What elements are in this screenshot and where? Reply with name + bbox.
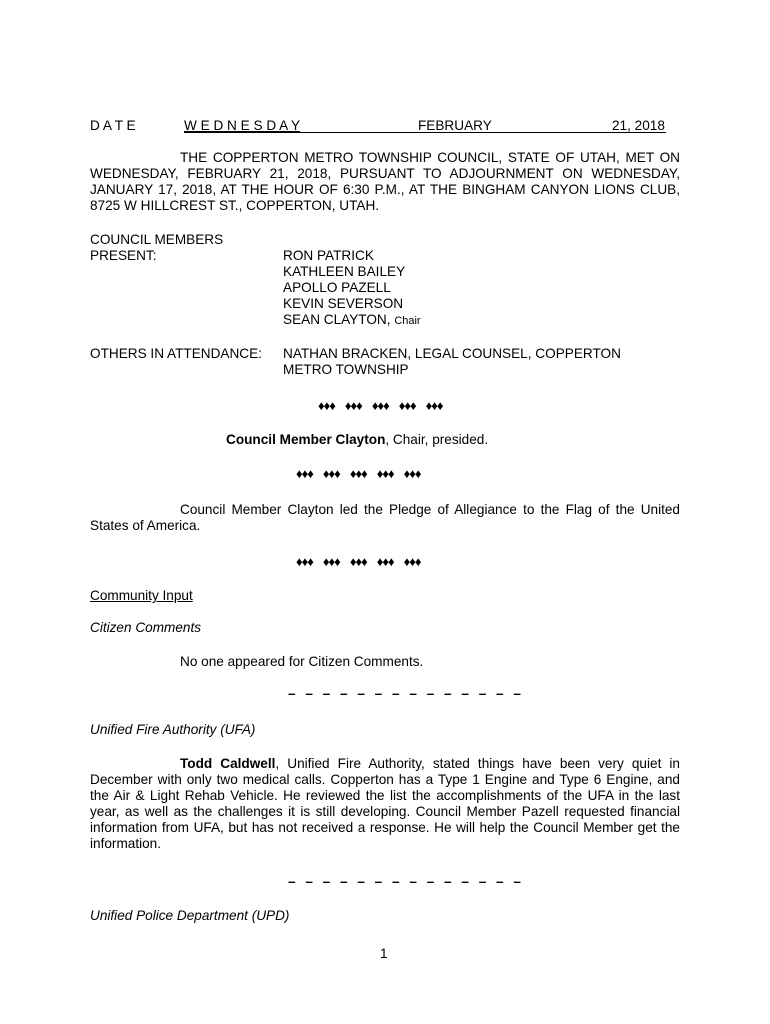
council-member: KEVIN SEVERSON <box>283 296 404 311</box>
presided-name: Council Member Clayton <box>226 432 386 447</box>
community-input-heading: Community Input <box>90 588 193 603</box>
diamond-group: ♦♦♦ <box>322 466 340 481</box>
upd-heading: Unified Police Department (UPD) <box>90 908 290 923</box>
council-label-line1: COUNCIL MEMBERS <box>90 232 224 247</box>
diamond-group: ♦♦♦ <box>318 398 335 413</box>
council-member: SEAN CLAYTON, <box>283 312 391 327</box>
council-member: RON PATRICK <box>283 248 374 263</box>
page-number: 1 <box>380 946 388 961</box>
diamond-separator <box>296 554 431 570</box>
diamond-group: ♦♦♦ <box>344 398 362 413</box>
diamond-group: ♦♦♦ <box>425 398 443 413</box>
diamond-group: ♦♦♦ <box>371 398 389 413</box>
diamond-separator <box>296 466 431 482</box>
presided-rest: , Chair, presided. <box>385 432 489 447</box>
pledge-paragraph: Council Member Clayton led the Pledge of Allegiance to the Flag of the United States of America. <box>90 502 680 533</box>
diamond-group: ♦♦♦ <box>349 554 367 569</box>
diamond-separator <box>318 398 453 414</box>
date-label: D A T E <box>90 118 136 133</box>
ufa-heading: Unified Fire Authority (UFA) <box>90 722 256 737</box>
date-day-year: 21, 2018 <box>612 118 665 133</box>
diamond-group: ♦♦♦ <box>403 554 421 569</box>
diamond-group: ♦♦♦ <box>349 466 367 481</box>
diamond-group: ♦♦♦ <box>403 466 421 481</box>
diamond-group: ♦♦♦ <box>376 554 394 569</box>
council-member: APOLLO PAZELL <box>283 280 391 295</box>
presided-line <box>226 432 488 448</box>
others-line2: METRO TOWNSHIP <box>283 362 409 377</box>
dash-separator: – – – – – – – – – – – – – – <box>288 686 524 701</box>
intro-paragraph: THE COPPERTON METRO TOWNSHIP COUNCIL, STATE OF UTAH, MET ON WEDNESDAY, FEBRUARY 21, 2018, PURSUANT TO ADJOURNMENT ON WEDNESDAY, JANUARY 17, 2018, AT THE HOUR OF 6:30 P.M., AT THE BINGHAM CANYON LIONS CLUB, 8725 W HILLCREST ST., COPPERTON, UTAH. <box>90 150 680 213</box>
diamond-group: ♦♦♦ <box>398 398 416 413</box>
date-day: W E D N E S D A Y <box>184 118 301 133</box>
ufa-speaker: Todd Caldwell <box>180 756 276 771</box>
ufa-text: , Unified Fire Authority, stated things have been very quiet in December with only two medical calls. Copperton has a Type 1 Engine and Type 6 Engine, and the Air & Light Rehab Vehicle. He reviewed the list the accomplishments of the UFA in the last year, as well as the challenges it is still developing. Council Member Pazell requested financial information from UFA, but has not received a response. He will help the Council Member get the information. <box>90 756 680 851</box>
citizen-comments-text: No one appeared for Citizen Comments. <box>180 654 424 669</box>
council-member-chair <box>283 312 421 329</box>
diamond-group: ♦♦♦ <box>322 554 340 569</box>
council-member: KATHLEEN BAILEY <box>283 264 406 279</box>
council-label-line2: PRESENT: <box>90 248 157 263</box>
diamond-group: ♦♦♦ <box>296 466 313 481</box>
dash-separator: – – – – – – – – – – – – – – <box>288 874 524 889</box>
citizen-comments-heading: Citizen Comments <box>90 620 202 635</box>
chair-note: Chair <box>394 315 421 327</box>
others-label: OTHERS IN ATTENDANCE: <box>90 346 262 361</box>
ufa-paragraph <box>90 756 680 852</box>
diamond-group: ♦♦♦ <box>376 466 394 481</box>
diamond-group: ♦♦♦ <box>296 554 313 569</box>
date-month: FEBRUARY <box>418 118 492 133</box>
others-line1: NATHAN BRACKEN, LEGAL COUNSEL, COPPERTON <box>283 346 621 361</box>
